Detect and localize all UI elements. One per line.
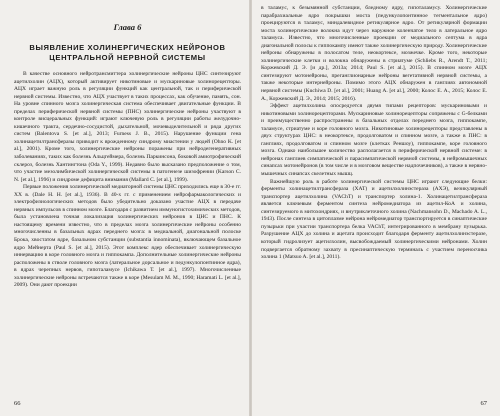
page-number: 67 — [480, 400, 487, 407]
paragraph: Важнейшую роль в работе холинергической системы ЦНС играют следующие белки: ферменты холинацетилтрансфераза (ХАТ) и ацетилхолинэстераза (АХЭ), везикулярный транспортер ацетилхолина (VAChT) и транспортер холина-1. Холинацетилтрансфераза является ключевым ферментом синтеза нейромедиатора из ацетил-КоА и холина, синтезируемого в митохондриях, и внутриклеточного холина (Nachmansohn D., Machado A. L., 1943). После синтеза в цитоплазме нейрона нейромедиатор транспортируется в синаптические пузырьки при участии транспортера белка VAChT, интегрированного в мембрану пузырька. Разрушение АЦХ до холина и ацетата происходит благодаря ферменту ацетилхолинэстеразе, который гидролизует ацетилхолин, высвобождаемый холинергическими нейронами. Холин подвергается обратному захвату в пресинаптическую терминаль с участием переносчика холина 1 (Matsuo A. [et al.], 2011). — [261, 178, 487, 261]
chapter-label: Глава 6 — [113, 22, 142, 32]
paragraph: Эффект ацетилхолина опосредуется двумя типами рецепторов: мускариновыми и никотиновыми холинорецепторами. Мускариновые холинорецепторы сопряжены с G-белками и преимущественно распространены в базальных отделах переднего мозга, гиппокампе, таламусе, стриатуме и коре головного мозга. Никотиновые холинорецепторы представлены в двух структурах ЦНС: в неокортексе, продолговатом и спинном мозге, а также в ПНС: в ганглиях, продолговатом и спинном мозге (клетках Реншоу), гиппокампе, коре головного мозга. Однако наибольшее количество располагается в периферической нервной системе: в нейронах ганглиев симпатической и парасимпатической нервной системы, в нейромышечных синапсах мотонейронов (в том числе и в мозговом веществе надпочечников), а также в нервно-мышечных синапсах скелетных мышц. — [261, 103, 487, 178]
right-page-body — [261, 5, 487, 262]
right-page — [251, 0, 500, 416]
left-page-body — [14, 71, 241, 290]
section-heading-line-2: ЦЕНТРАЛЬНОЙ НЕРВНОЙ СИСТЕМЫ — [49, 53, 206, 62]
paragraph: в таламус, к безымянной субстанции, бледному ядру, гипоталамусу. Холинергические парабрахиальные ядро покрышки моста (педункулопонтинное тегментальное ядро) проецируются в таламус, миндалевидное ретикулярное ядро. От ретикулярной формации моста холинергические волокна идут через наружное коленчатое тело в латеральное ядро таламуса. Известно, что многочисленные проекции от медиального септума в ядра диагональной полосы к гиппокампу имеют также холинергическую природу. Холинергические нейроны обнаружены в полосатом теле, неокортексе, мозжечке. Кроме того, некоторые холинергические клетки и волокна обнаружены в стриатуме (Schliebs R., Arendt T., 2011; Коржевский Д. Э. [и др.], 2013а; 2014; Paul S. [et al.], 2015). В спинном мозге АЦХ синтезируют мотонейроны, преганглионарные нейроны вегетативной нервной системы, а также некоторые интернейроны. Помимо этого АЦХ обнаружен в ганглиях автономной нервной системы (Kuchiwa D. [et al.], 2001; Huang A. [et al.], 2000; Колос Е. А., 2015; Колос Е. А., Коржевский Д. Э., 2014; 2015; 2016). — [261, 5, 487, 102]
paragraph: В качестве основного нейротрансмиттера холинергические нейроны ЦНС синтезируют ацетилхолин (АЦХ), который активирует никотиновые и мускариновые холинорецепторы. АЦХ играет важную роль в регуляции функций как центральной, так и периферической нервной системы. Известно, что АЦХ участвует в таких процессах, как обучение, память, сон. На уровне спинного мозга холинергическая система обеспечивает двигательные функции. В пределах периферической нервной системы (ПНС) холинергические нейроны участвуют в контроле висцеральных функций: играют ключевую роль в регуляции работы желудочно-кишечного тракта, сердечно-сосудистой, дыхательной, мочевыделительной и ряда других систем (Balentova S. [et al.], 2013; Furness J. B., 2015). Нарушение функции гена холинацетилтрансферазы приводит к врожденному синдрому миастении у людей (Ohno K. [et al.], 2001). Кроме того, холинергические нейроны поражены при нейродегенеративных заболеваниях, таких как болезнь Альцгеймера, болезнь Паркинсона, боковой амиотрофический склероз, болезнь Хантингтона (Oda Y., 1999). Недавно было высказано предположение о том, что участие мезолимбической холинергической системы в патогенезе шизофрении (Karson C. N. [et al.], 1996) и синдроме дефицита внимания (Mallard C. [et al.], 1999). — [14, 71, 241, 183]
page-number: 66 — [14, 400, 21, 407]
paragraph: Первые положения холинергической медиаторной системы ЦНС приходились еще в 30-е гг. XX в. (Dale H. H. [et al.], 1936). В 40-х гг. с применением нейрофармакологических и электрофизиологических методов было убедительно доказано участие АЦХ в передаче нервных импульсов в спинном мозге. Благодаря с развитием иммуногистохимических методов, была установлена точная локализация холинергических нейронов в ЦНС и ПНС. К настоящему времени известно, что в пределах мозга холинергические нейроны особенно многочисленны в базальных ядрах переднего мозга: в медиальной, диагональной полоске Брока, хвостатом ядре, базальном субстанции (substantia innominata), включающем базальное ядро Мейнерта (Paul S. [et al.], 2015). Этот комплекс ядер обеспечивает холинергическую иннервацию в коре головного мозга и гиппокампа. Дополнительные холинергические нейроны расположены в стволе головного мозга (латеральное дорсальное и педункулопонтинное ядра), в ядрах черепных нервов, гипоталамусе (Ichikawa T. [et al.], 1997). Многочисленные холинергические нейроны встречаются также в коре (Mesulam M. M., 1990; Haramati L. [et al.], 2009). Они дают проекции — [14, 184, 241, 289]
section-heading — [14, 43, 241, 63]
section-heading-line-1: ВЫЯВЛЕНИЕ ХОЛИНЕРГИЧЕСКИХ НЕЙРОНОВ — [29, 43, 226, 52]
